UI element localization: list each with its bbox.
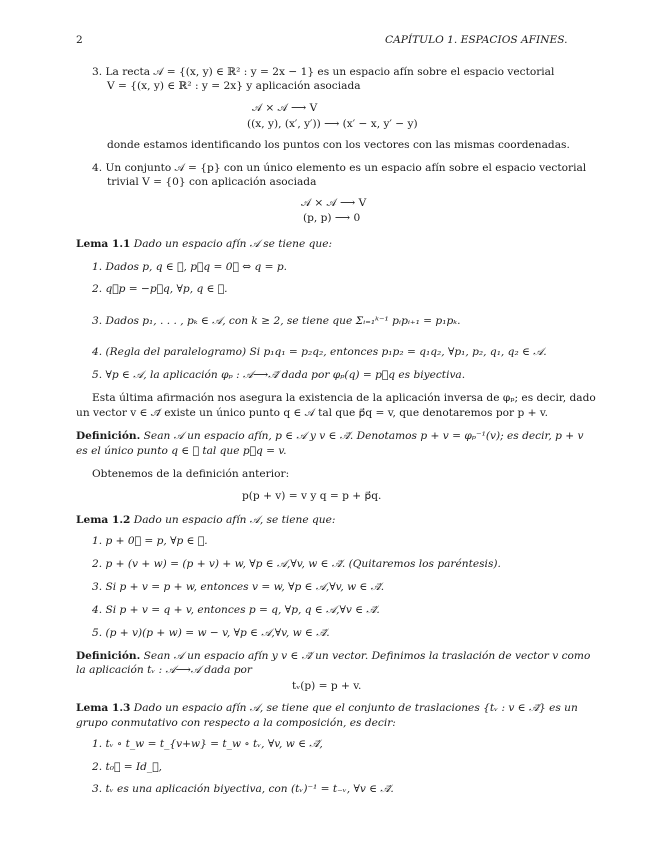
lema12-item5: 5. (p + v)(p + w) = w − v, ∀p ∈ 𝒜,∀v, w ∈ 𝒜⃗.: [92, 627, 330, 639]
lema11-title: Lema 1.1: [76, 238, 131, 250]
lema13-title: Lema 1.3: [76, 702, 131, 714]
lema11-statement: Dado un espacio afín 𝒜 se tiene que:: [133, 238, 333, 250]
def2-line1: Sean 𝒜 un espacio afín y v ∈ 𝒜⃗ un vector. Definimos la traslación de vector v como: [143, 650, 591, 662]
lema12-title: Lema 1.2: [76, 514, 131, 526]
def1-line2: es el único punto q ∈ 𝒜 tal que p⃗q = v.: [76, 445, 287, 457]
item4-line1: 4. Un conjunto 𝒜 = {p} con un único elemento es un espacio afín sobre el espacio vectorial: [92, 162, 587, 174]
page-number: 2: [76, 34, 83, 46]
lema12-item4: 4. Si p + v = q + v, entonces p = q, ∀p, q ∈ 𝒜,∀v ∈ 𝒜⃗.: [92, 604, 380, 616]
lema13-line2: grupo conmutativo con respecto a la composición, es decir:: [76, 717, 396, 729]
lema12-item2: 2. p + (v + w) = (p + v) + w, ∀p ∈ 𝒜,∀v, w ∈ 𝒜⃗. (Quitaremos los paréntesis).: [92, 558, 501, 570]
def2-formula: tᵥ(p) = p + v.: [292, 680, 362, 692]
lema11-item4: 4. (Regla del paralelogramo) Si p₁q₁ = p₂q₂, entonces p₁p₂ = q₁q₂, ∀p₁, p₂, q₁, q₂ ∈ 𝒜.: [92, 346, 547, 358]
chapter-title: CAPÍTULO 1. ESPACIOS AFINES.: [385, 34, 568, 46]
lema11-item1: 1. Dados p, q ∈ 𝒜, p⃗q = 0⃗ ⇔ q = p.: [92, 261, 287, 273]
lema12-item3: 3. Si p + v = p + w, entonces v = w, ∀p ∈ 𝒜,∀v, w ∈ 𝒜⃗.: [92, 581, 385, 593]
def1-title: Definición.: [76, 430, 141, 442]
lema13-item3: 3. tᵥ es una aplicación biyectiva, con (tᵥ)⁻¹ = t₋ᵥ, ∀v ∈ 𝒜⃗.: [92, 783, 394, 795]
item4-map-line1: 𝒜 × 𝒜 ⟶ V: [301, 197, 367, 209]
item3-line1: 3. La recta 𝒜 = {(x, y) ∈ ℝ² : y = 2x − 1} es un espacio afín sobre el espacio vectorial: [92, 66, 555, 78]
item3-map-line2: ((x, y), (x′, y′)) ⟶ (x′ − x, y′ − y): [247, 118, 418, 130]
para2-formula: p(p + v) = v y q = p + p⃗q.: [242, 490, 382, 502]
item3-line2: V = {(x, y) ∈ ℝ² : y = 2x} y aplicación asociada: [107, 80, 361, 92]
lema11-heading: [76, 238, 332, 251]
item3-map-line1: 𝒜 × 𝒜 ⟶ V: [252, 102, 318, 114]
lema12-statement: Dado un espacio afín 𝒜, se tiene que:: [133, 514, 336, 526]
lema12-item1: 1. p + 0⃗ = p, ∀p ∈ 𝒜.: [92, 535, 208, 547]
lema13-item1: 1. tᵥ ∘ t_w = t_{v+w} = t_w ∘ tᵥ, ∀v, w ∈ 𝒜⃗,: [92, 738, 323, 750]
para2-line1: Obtenemos de la definición anterior:: [92, 468, 290, 480]
lema13-item2: 2. t₀⃗ = Id_𝒜,: [92, 761, 162, 773]
def2-line2: la aplicación tᵥ : 𝒜⟶𝒜 dada por: [76, 664, 252, 676]
def2-line1-wrap: [76, 650, 590, 663]
lema13-line1: Dado un espacio afín 𝒜, se tiene que el conjunto de traslaciones {tᵥ : v ∈ 𝒜⃗} es un: [133, 702, 578, 714]
lema13-heading: [76, 702, 578, 715]
lema12-heading: [76, 514, 335, 527]
item4-map-line2: (p, p) ⟶ 0: [303, 212, 361, 224]
def1-line1: Sean 𝒜 un espacio afín, p ∈ 𝒜 y v ∈ 𝒜⃗. Denotamos p + v = φₚ⁻¹(v); es decir, p + v: [143, 430, 584, 442]
para1-line1: Esta última afirmación nos asegura la existencia de la aplicación inversa de φₚ; es decir, dado: [92, 392, 596, 404]
def2-title: Definición.: [76, 650, 141, 662]
def1-line1-wrap: [76, 430, 583, 443]
lema11-item3: 3. Dados p₁, . . . , pₖ ∈ 𝒜, con k ≥ 2, se tiene que Σᵢ₌₁ᵏ⁻¹ pᵢpᵢ₊₁ = p₁pₖ.: [92, 315, 461, 327]
item3-after: donde estamos identificando los puntos con los vectores con las mismas coordenadas.: [107, 139, 570, 151]
item4-line2: trivial V = {0} con aplicación asociada: [107, 176, 317, 188]
para1-line2: un vector v ∈ 𝒜⃗ existe un único punto q ∈ 𝒜 tal que p⃗q = v, que denotaremos por p + v.: [76, 407, 548, 419]
lema11-item2: 2. q⃗p = −p⃗q, ∀p, q ∈ 𝒜.: [92, 283, 228, 295]
lema11-item5: 5. ∀p ∈ 𝒜, la aplicación φₚ : 𝒜⟶𝒜⃗ dada por φₚ(q) = p⃗q es biyectiva.: [92, 369, 466, 381]
